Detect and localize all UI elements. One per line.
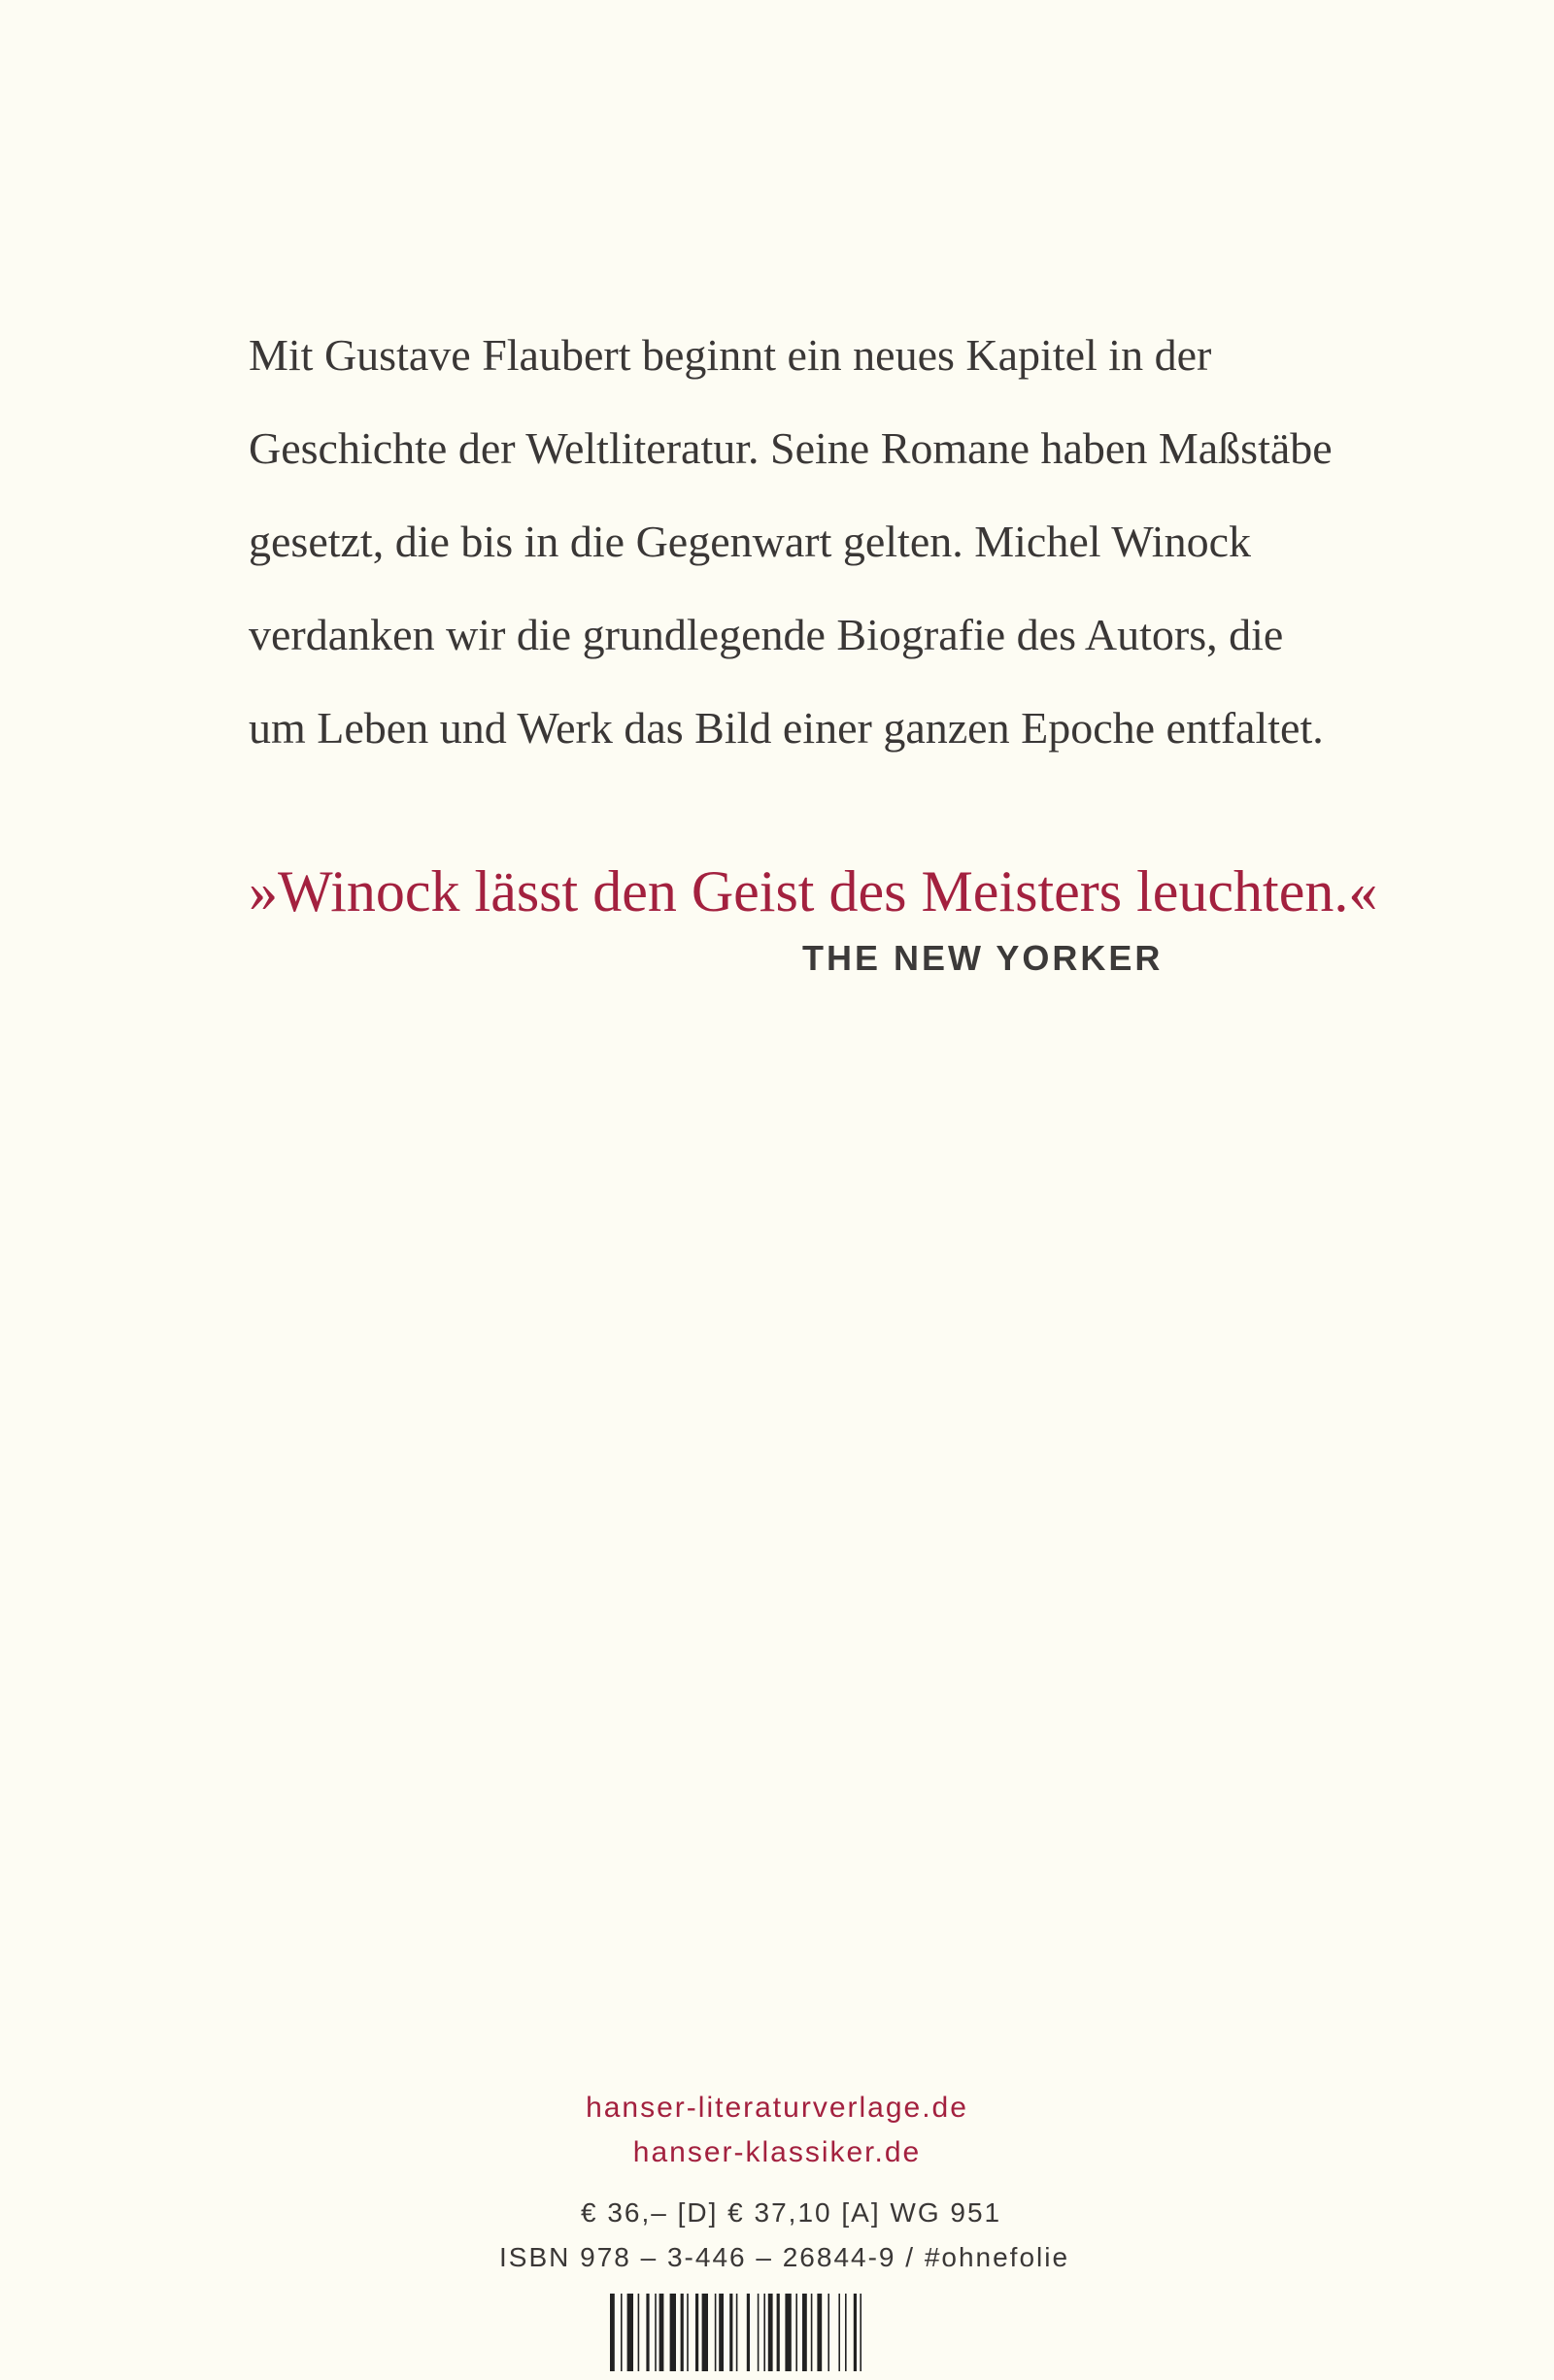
price-isbn-block <box>499 2191 1069 2280</box>
barcode-bar <box>695 2294 698 2371</box>
barcode-bar <box>702 2294 708 2371</box>
barcode-bar <box>681 2294 684 2371</box>
barcode-bar <box>802 2294 807 2371</box>
blurb-line: um Leben und Werk das Bild einer ganzen Epoche entfaltet. <box>249 703 1324 753</box>
barcode-bar <box>860 2294 861 2371</box>
barcode-bar <box>838 2294 840 2371</box>
barcode-bar <box>719 2294 724 2371</box>
barcode-bar <box>715 2294 717 2371</box>
quote-source: THE NEW YORKER <box>802 938 1164 978</box>
barcode-bar <box>777 2294 780 2371</box>
blurb-line: Geschichte der Weltliteratur. Seine Romane haben Maßstäbe <box>249 423 1333 473</box>
barcode-bar <box>845 2294 847 2371</box>
barcode-bar <box>817 2294 822 2371</box>
barcode-bar <box>687 2294 689 2371</box>
barcode-bar <box>785 2294 791 2371</box>
barcode-bar <box>811 2294 813 2371</box>
barcode-bar <box>736 2294 738 2371</box>
review-quote: »Winock lässt den Geist des Meisters leuchten.« <box>249 859 1378 923</box>
isbn-line: ISBN 978 – 3-446 – 26844-9 / #ohnefolie <box>499 2242 1070 2272</box>
barcode-bar <box>828 2294 829 2371</box>
website-link[interactable]: hanser-klassiker.de <box>632 2136 922 2168</box>
barcode-bar <box>659 2294 664 2371</box>
blurb-line: Mit Gustave Flaubert beginnt ein neues Kapitel in der <box>249 330 1212 380</box>
barcode-bar <box>758 2294 760 2371</box>
blurb-text <box>249 309 1375 775</box>
barcode-bar <box>795 2294 797 2371</box>
barcode-bar <box>627 2294 633 2371</box>
barcode-bar <box>610 2294 615 2371</box>
website-link[interactable]: hanser-literaturverlage.de <box>586 2092 968 2124</box>
barcode-bar <box>854 2294 857 2371</box>
barcode-bar <box>621 2294 623 2371</box>
price-line: € 36,– [D] € 37,10 [A] WG 951 <box>581 2197 1002 2228</box>
barcode-bar <box>729 2294 732 2371</box>
barcode-bar <box>646 2294 649 2371</box>
barcode-bar <box>747 2294 750 2371</box>
barcode-bar <box>768 2294 773 2371</box>
barcode-bar <box>763 2294 765 2371</box>
publisher-websites <box>0 2086 1554 2175</box>
barcode-bar <box>670 2294 676 2371</box>
barcode-image <box>610 2294 960 2371</box>
barcode-bar <box>638 2294 640 2371</box>
blurb-line: verdanken wir die grundlegende Biografie des Autors, die <box>249 610 1284 659</box>
barcode-bar <box>655 2294 657 2371</box>
blurb-line: gesetzt, die bis in die Gegenwart gelten. Michel Winock <box>249 517 1251 566</box>
